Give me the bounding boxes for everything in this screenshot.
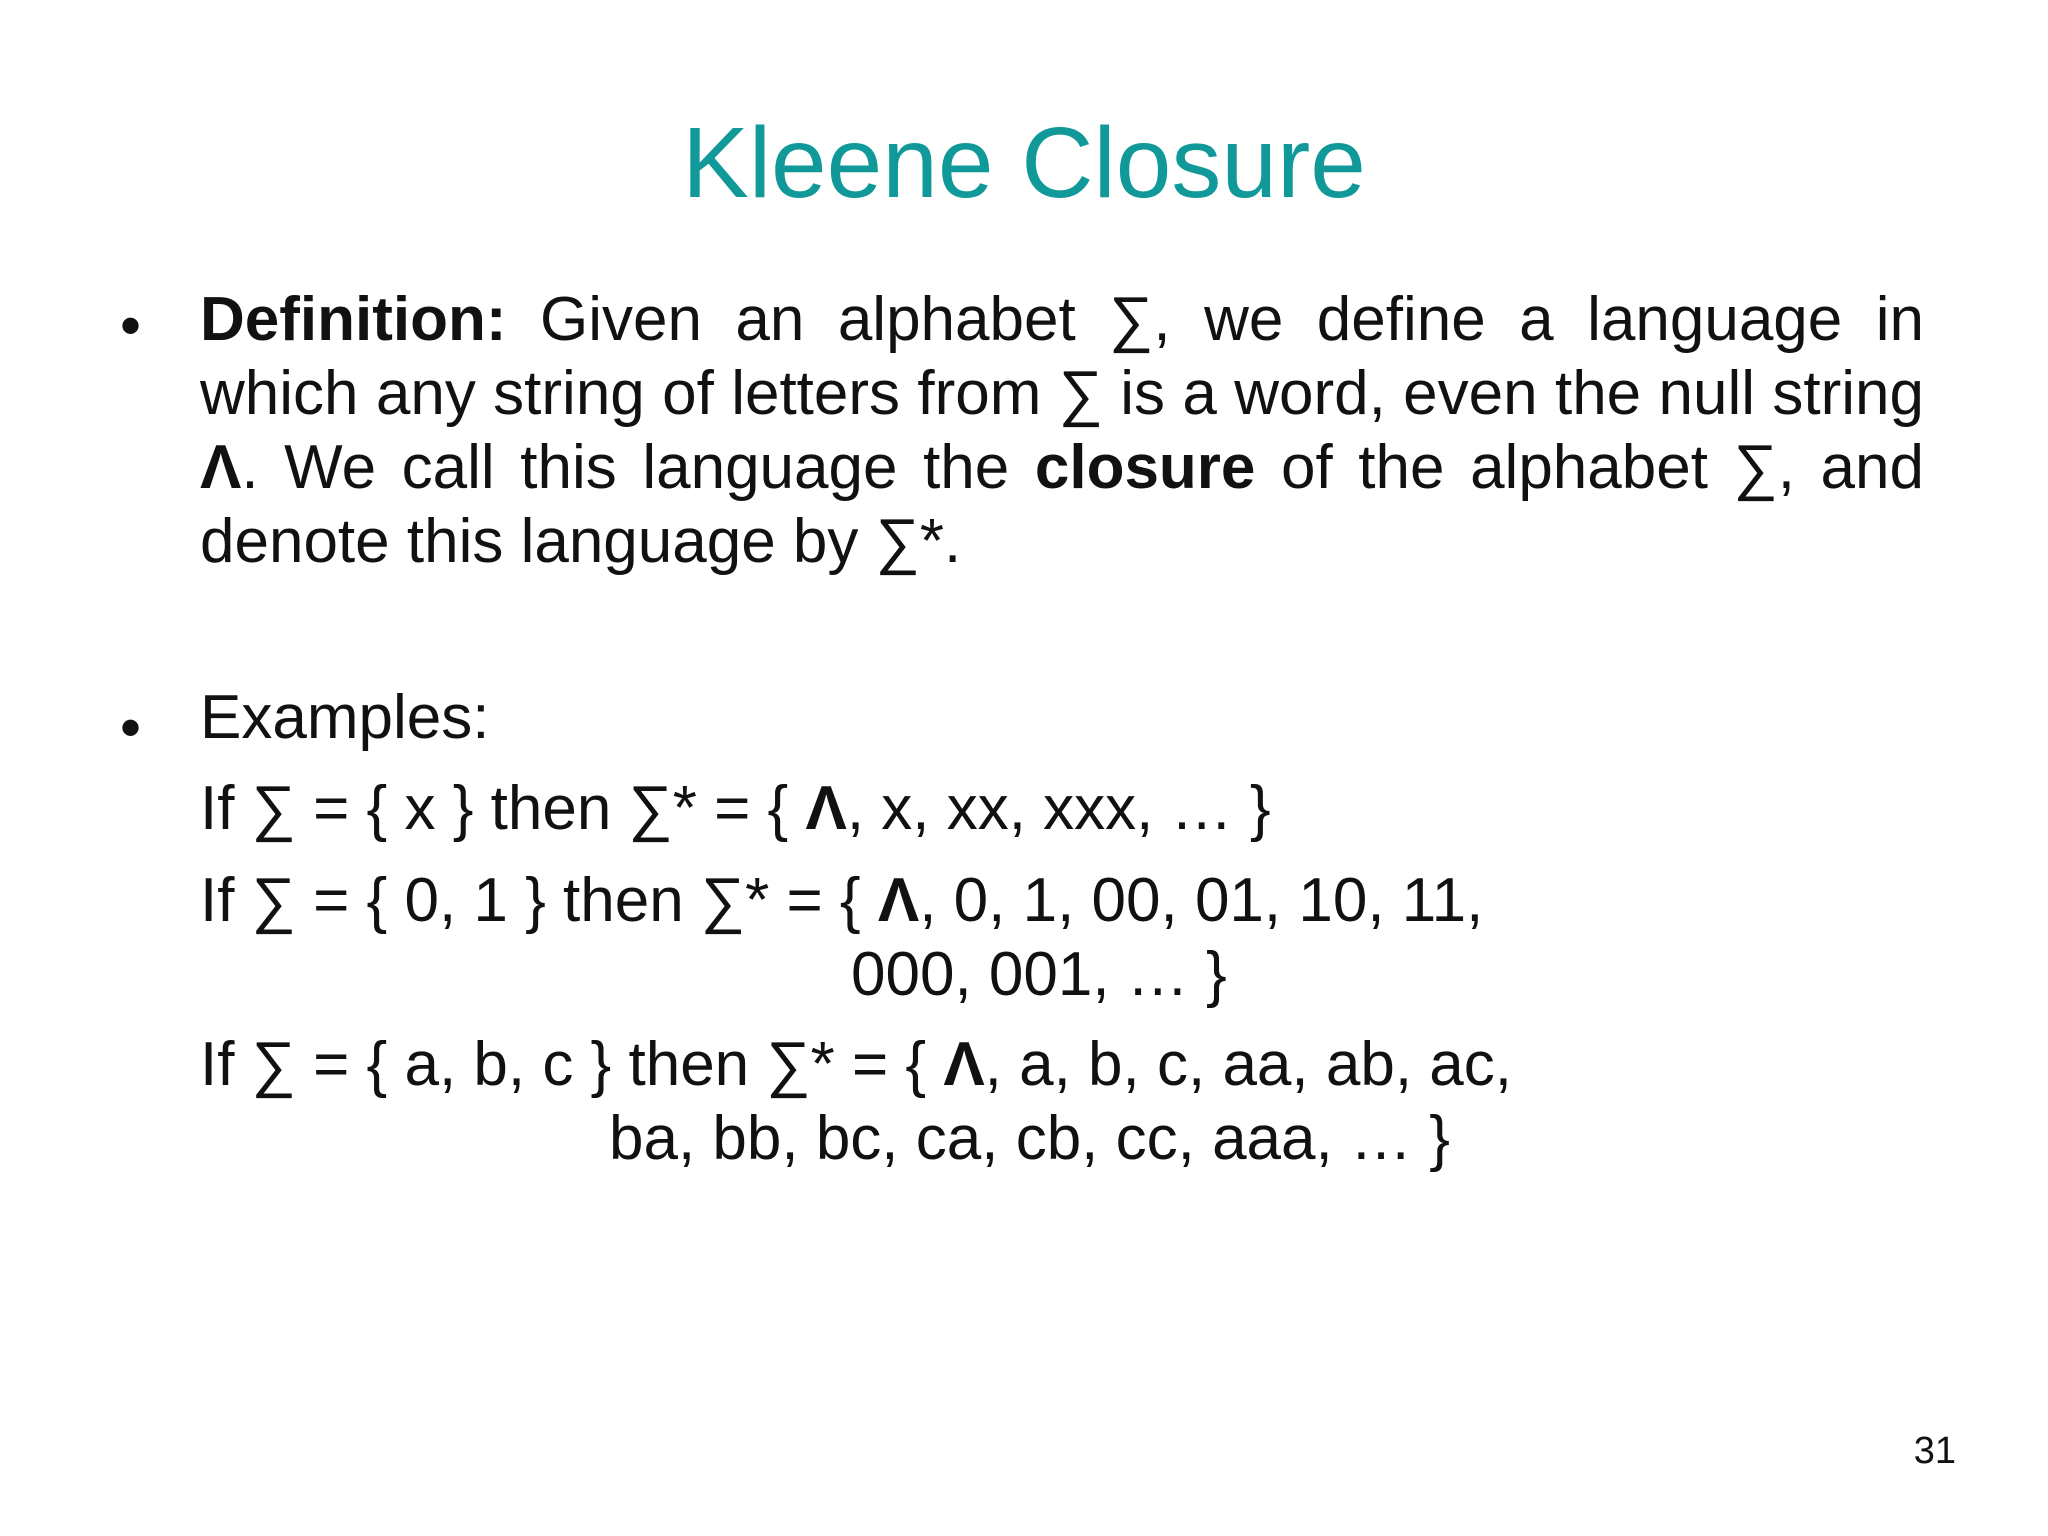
definition-label: Definition: bbox=[200, 285, 507, 354]
example-3-suffix: , a, b, c, aa, ab, ac, bbox=[984, 1030, 1512, 1099]
example-3 bbox=[200, 1028, 1512, 1102]
lambda-symbol: Λ bbox=[805, 774, 847, 843]
lambda-symbol: Λ bbox=[200, 433, 242, 502]
example-3-prefix: If ∑ = { a, b, c } then ∑* = { bbox=[200, 1030, 944, 1099]
example-2-continuation: 000, 001, … } bbox=[851, 940, 1227, 1009]
example-1-suffix: , x, xx, xxx, … } bbox=[846, 774, 1271, 843]
slide-title: Kleene Closure bbox=[682, 107, 1366, 219]
example-3-continuation: ba, bb, bc, ca, cb, cc, aaa, … } bbox=[609, 1104, 1450, 1173]
bullet-icon: • bbox=[120, 694, 142, 761]
example-1-prefix: If ∑ = { x } then ∑* = { bbox=[200, 774, 806, 843]
bullet-icon: • bbox=[120, 292, 142, 359]
example-1 bbox=[200, 772, 1271, 846]
closure-term: closure bbox=[1034, 433, 1256, 502]
example-2 bbox=[200, 864, 1483, 938]
examples-label: Examples: bbox=[200, 683, 490, 752]
lambda-symbol: Λ bbox=[877, 866, 920, 935]
definition-text-3: of the alphabet ∑, and denote this language by ∑*. bbox=[200, 433, 1925, 576]
example-2-suffix: , 0, 1, 00, 01, 10, 11, bbox=[919, 866, 1484, 935]
page-number: 31 bbox=[1913, 1430, 1956, 1472]
definition-text-2: . We call this language the bbox=[241, 433, 1035, 502]
example-2-prefix: If ∑ = { 0, 1 } then ∑* = { bbox=[200, 866, 878, 935]
definition-paragraph bbox=[200, 283, 1924, 579]
definition-text-1: Given an alphabet ∑, we define a language in which any string of letters from ∑ is a word, even the null string bbox=[200, 285, 1924, 428]
lambda-symbol: Λ bbox=[943, 1030, 985, 1099]
